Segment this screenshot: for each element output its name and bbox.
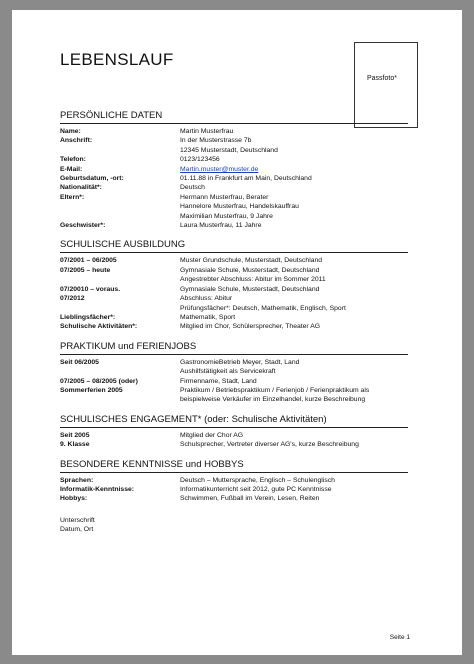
- row-value: beispielweise Verkäufer im Einzelhandel, kurze Beschreibung: [180, 396, 366, 404]
- row-label: [60, 304, 180, 313]
- row-label: [60, 212, 180, 221]
- row-value: Hermann Musterfrau, Berater: [180, 193, 269, 201]
- cv-row: [60, 285, 408, 294]
- cv-row: [60, 127, 408, 136]
- cv-row: [60, 377, 408, 386]
- cv-row: [60, 395, 408, 404]
- cv-row: [60, 146, 408, 155]
- section-title-personal: PERSÖNLICHE DATEN: [60, 110, 408, 124]
- cv-row: [60, 386, 408, 395]
- row-label: Schulische Aktivitäten*:: [60, 323, 138, 331]
- photo-label: Passfoto*: [367, 75, 397, 82]
- section-personal: [60, 110, 408, 230]
- section-title-engagement: SCHULISCHES ENGAGEMENT* (oder: Schulische Aktivitäten): [60, 414, 408, 428]
- email-link[interactable]: Martin.muster@muster.de: [180, 165, 259, 173]
- cv-row: [60, 165, 408, 174]
- row-value: 0123/123456: [180, 156, 220, 164]
- row-label: Nationalität*:: [60, 184, 102, 192]
- cv-row: [60, 304, 408, 313]
- row-value: Gymnasiale Schule, Musterstadt, Deutschland: [180, 285, 320, 293]
- section-engagement: [60, 414, 408, 450]
- cv-row: [60, 193, 408, 202]
- cv-row: [60, 174, 408, 183]
- row-value: Deutsch: [180, 184, 205, 192]
- cv-row: [60, 256, 408, 265]
- rows-personal: [60, 127, 408, 230]
- row-label: Informatik-Kenntnisse:: [60, 485, 135, 493]
- cv-row: [60, 136, 408, 145]
- section-internships: [60, 341, 408, 405]
- row-value: Prüfungsfächer*: Deutsch, Mathematik, Englisch, Sport: [180, 304, 346, 312]
- cv-row: [60, 183, 408, 192]
- cv-row: [60, 313, 408, 322]
- row-value: Hannelore Musterfrau, Handelskauffrau: [180, 203, 299, 211]
- row-value: Aushilfstätigkeit als Servicekraft: [180, 368, 276, 376]
- row-value: Firmenname, Stadt, Land: [180, 377, 257, 385]
- row-label: [60, 275, 180, 284]
- row-value: Schulsprecher, Vertreter diverser AG's, kurze Beschreibung: [180, 441, 359, 449]
- row-label: [60, 367, 180, 376]
- cv-row: [60, 367, 408, 376]
- date-place-label: Datum, Ort: [60, 526, 94, 534]
- row-value: Laura Musterfrau, 11 Jahre: [180, 222, 262, 230]
- row-value: Praktikum / Betriebspraktikum / Ferienjob / Ferienpraktikum als: [180, 386, 370, 394]
- row-value: 01.11.88 in Frankfurt am Main, Deutschland: [180, 175, 312, 183]
- row-label: Eltern*:: [60, 193, 85, 201]
- section-skills: [60, 459, 408, 504]
- row-label: 07/2005 – heute: [60, 266, 111, 274]
- cv-row: [60, 485, 408, 494]
- rows-skills: [60, 476, 408, 504]
- row-label: E-Mail:: [60, 165, 83, 173]
- cv-row: [60, 266, 408, 275]
- cv-row: [60, 275, 408, 284]
- rows-engagement: [60, 431, 408, 450]
- row-label: Seit 2005: [60, 431, 90, 439]
- row-label: Lieblingsfächer*:: [60, 313, 116, 321]
- row-value: Mitglied der Chor AG: [180, 431, 244, 439]
- row-label: Sprachen:: [60, 476, 94, 484]
- row-value: Angestrebter Abschluss: Abitur im Sommer 2011: [180, 276, 326, 284]
- cv-row: [60, 476, 408, 485]
- rows-school: [60, 256, 408, 331]
- signature-block: [60, 516, 408, 535]
- cv-row: [60, 212, 408, 221]
- row-label: [60, 395, 180, 404]
- page-title: LEBENSLAUF: [60, 50, 174, 69]
- cv-page: [12, 10, 462, 655]
- cv-row: [60, 322, 408, 331]
- row-value: Schwimmen, Fußball im Verein, Lesen, Reiten: [180, 495, 320, 503]
- row-value: Mathematik, Sport: [180, 313, 236, 321]
- row-label: 07/20010 – voraus.: [60, 285, 121, 293]
- cv-row: [60, 440, 408, 449]
- row-value: Deutsch – Muttersprache, Englisch – Schulenglisch: [180, 476, 335, 484]
- row-label: 07/2001 – 06/2005: [60, 257, 117, 265]
- row-label: [60, 146, 180, 155]
- rows-internships: [60, 358, 408, 405]
- row-value: Martin Musterfrau: [180, 128, 234, 135]
- row-value: Muster Grundschule, Musterstadt, Deutschland: [180, 257, 323, 265]
- signature-label: Unterschrift: [60, 516, 95, 524]
- row-label: 07/2012: [60, 295, 85, 303]
- row-label: 9. Klasse: [60, 441, 90, 449]
- cv-row: [60, 221, 408, 230]
- row-label: Name:: [60, 128, 81, 135]
- row-label: Seit 06/2005: [60, 358, 99, 366]
- section-title-skills: BESONDERE KENNTNISSE und HOBBYS: [60, 459, 408, 473]
- row-label: Geschwister*:: [60, 222, 106, 230]
- row-label: 07/2005 – 08/2005 (oder): [60, 377, 138, 385]
- row-label: Hobbys:: [60, 495, 88, 503]
- page-number: Seite 1: [389, 634, 410, 641]
- row-label: Anschrift:: [60, 137, 93, 145]
- row-value: Informatikunterricht seit 2012, gute PC Kenntnisse: [180, 485, 332, 493]
- row-label: Geburtsdatum, -ort:: [60, 175, 124, 183]
- row-value: In der Musterstrasse 7b: [180, 137, 252, 145]
- row-label: [60, 202, 180, 211]
- cv-row: [60, 494, 408, 503]
- row-value: Mitglied im Chor, Schülersprecher, Theater AG: [180, 323, 321, 331]
- cv-row: [60, 358, 408, 367]
- row-value: Gymnasiale Schule, Musterstadt, Deutschland: [180, 266, 320, 274]
- row-value: 12345 Musterstadt, Deutschland: [180, 146, 278, 154]
- row-value: Maximilian Musterfrau, 9 Jahre: [180, 212, 273, 220]
- row-value: GastronomieBetrieb Meyer, Stadt, Land: [180, 358, 300, 366]
- row-label: Sommerferien 2005: [60, 386, 123, 394]
- section-title-internships: PRAKTIKUM und FERIENJOBS: [60, 341, 408, 355]
- row-value: Abschluss: Abitur: [180, 295, 233, 303]
- cv-content: [60, 110, 408, 535]
- cv-row: [60, 155, 408, 164]
- section-title-school: SCHULISCHE AUSBILDUNG: [60, 239, 408, 253]
- section-school: [60, 239, 408, 331]
- cv-row: [60, 294, 408, 303]
- cv-row: [60, 202, 408, 211]
- cv-row: [60, 431, 408, 440]
- row-label: Telefon:: [60, 156, 86, 164]
